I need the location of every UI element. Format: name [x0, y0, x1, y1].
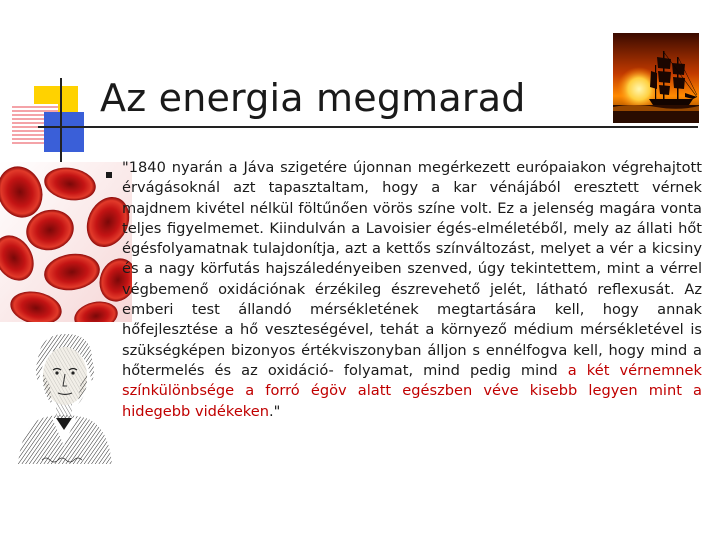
red-blood-cells-illustration	[0, 162, 132, 322]
quote-highlight-text: a két vérnemnek színkülönbsége a forró égöv alatt egészben véve kisebb legyen mint a hidegebb vidékeken	[122, 361, 702, 420]
quote-end-text: ."	[268, 402, 281, 420]
ship-sunset-illustration	[613, 33, 699, 123]
title-ornament-vertical-line	[60, 78, 62, 162]
ship-sunset-photo	[613, 33, 699, 123]
title-underline	[38, 126, 698, 128]
portrait-illustration	[12, 326, 116, 468]
title-ornament-blue-square	[44, 112, 84, 152]
quote-paragraph	[122, 158, 702, 422]
slide-title: Az energia megmarad	[100, 76, 526, 120]
bullet-marker	[106, 172, 112, 178]
red-blood-cells-image	[0, 162, 132, 322]
portrait-engraving	[12, 326, 116, 468]
quote-main-text: "1840 nyarán a Jáva szigetére újonnan megérkezett európaiakon végrehajtott érvágásoknál azt tapasztaltam, hogy a kar vénájából eresztett vérnek majdnem kivétel nélkül föltűnően vörös színe volt. Ez a jelenség magára vonta teljes figyelmemet. Kiindulván a Lavoisier égés-elméletéből, mely az állati hőt égésfolyamatnak tulajdonítja, azt a kettős színváltozást, melyet a vér a kicsiny és a nagy körfutás hajszáledényeiben szenved, úgy tekintettem, mint a vérrel végbemenő oxidációnak érzékileg észrevehető jelét, látható reflexusát. Az emberi test állandó mérsékletének megtartására kell, hogy annak hőfejlesztése a hő veszteségével, tehát a környező médium mérsékletével is szükségképen bizonyos értékviszonyban álljon s ennélfogva kell, hogy mind a hőtermelés és az oxidáció- folyamat, mind pedig mind	[122, 159, 702, 379]
